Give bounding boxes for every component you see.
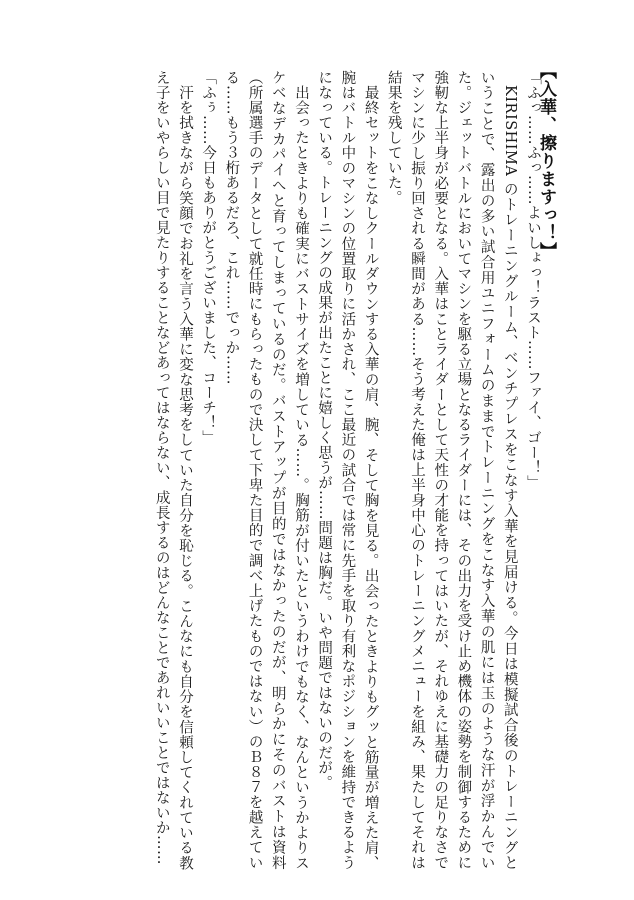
paragraph: KIRISHIMA のトレーニングルーム、ベンチプレスをこなす入華を見届ける。今日は模擬試合後のトレーニングということで、露出の多い試合用ユニフォームのままでトレーニングをこなす入華の肌には玉のような汗が浮かんでいた。ジェットバトルにおいてマシンを駆る立場となるライダーには、その出力を受け止め機体の姿勢を制御するために強靭な上半身が必要となる。入華はことライダーとして天性の才能を持ってはいたが、それゆえに基礎力の足りなさでマシンに少し振り回される瞬間がある……そう考えた俺は上半身中心のトレーニングメニューを組み、果たしてそれは結果を残していた。 bbox=[385, 70, 518, 870]
paragraph: 出会ったときよりも確実にバストサイズを増している……。胸筋が付いたというわけでもなく、なんというかよりスケベなデカパイへと育ってしまっているのだ。バストアップが目的ではなかったのだが、明らかにそのバストは資料（所属選手のデータとして就任時にもらったもので決して下卑た目的で調べ上げたものではない）のＢ８７を越えている……もう３桁あるだろ、これ……でっか…… bbox=[223, 70, 309, 870]
body-text bbox=[150, 70, 544, 870]
chapter-title: 【入華、擦りますっ！】 bbox=[536, 62, 556, 260]
paragraph: 「ふっ……ふっ……よいしょっ！ラスト……ファイ、ゴー！」 bbox=[525, 70, 541, 490]
paragraph: 最終セットをこなしクールダウンする入華の肩、腕、そして胸を見る。出会ったときよりもグッと筋量が増えた肩、腕はバトル中のマシンの位置取りに活かされ、ここ最近の試合では常に先手を取り有利なポジションを維持できるようになっている。トレーニングの成果が出たことに嬉しく思うが……問題は胸だ。いや問題ではないのだが。 bbox=[316, 70, 379, 871]
paragraph: 汗を拭きながら笑顔でお礼を言う入華に変な思考をしていた自分を恥じる。こんなにも自分を信頼してくれている教え子をいやらしい目で見たりすることなどあってはならない、成長するのはどんなことであれいいことではないか…… bbox=[153, 70, 193, 871]
paragraph: 「ふぅ……今日もありがとうございました、コーチ！」 bbox=[200, 70, 217, 445]
